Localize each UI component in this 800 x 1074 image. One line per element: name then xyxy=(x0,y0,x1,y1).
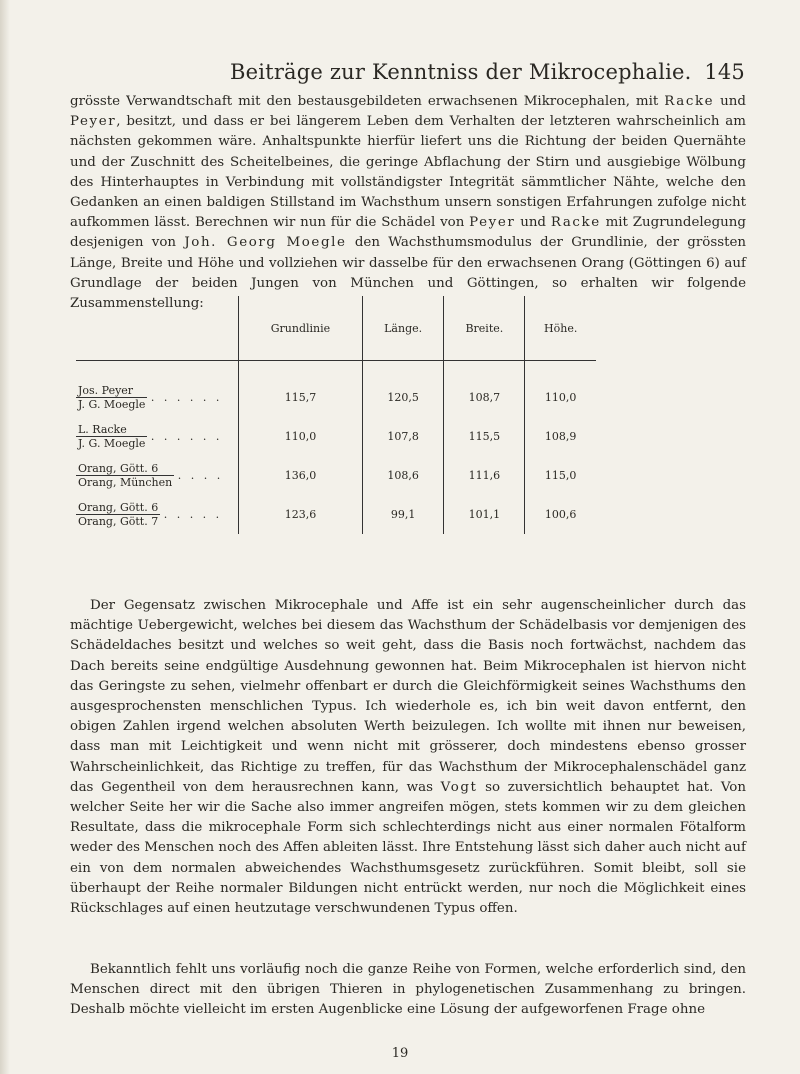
name-moegle: Joh. Georg Moegle xyxy=(184,235,347,251)
table-cell: 100,6 xyxy=(525,495,596,534)
page-number: 145 xyxy=(704,60,745,84)
data-table xyxy=(76,296,596,534)
ratio-label: $\frac{\text{Jos. Peyer}}{\text{J. G. Moegle}}$ xyxy=(78,384,146,411)
table-row xyxy=(76,361,596,418)
table-header-row xyxy=(76,296,596,361)
table-cell: 136,0 xyxy=(239,456,363,495)
signature-mark: 19 xyxy=(391,1046,409,1061)
table-row xyxy=(76,456,596,495)
table-cell: 108,9 xyxy=(525,417,596,456)
paragraph-2: Der Gegensatz zwischen Mikrocephale und Affe ist ein sehr augenscheinlicher durch das mächtige Uebergewicht, welches bei diesem das Wachsthum der Schädelbasis vor demjenigen des Schädeldaches besitzt und welches so weit geht, dass die Basis noch fortwächst, nachdem das Dach bereits seine endgültige Ausdehnung gewonnen hat. Beim Mikrocephalen ist hiervon nicht das Geringste zu sehen, vielmehr offenbart er durch die Gleichförmigkeit seines Wachsthums den ausgesprochensten menschlichen Typus. Ich wiederhole es, ich bin weit davon entfernt, den obigen Zahlen irgend welchen absoluten Werth beizulegen. Ich wollte mit ihnen nur beweisen, dass man mit Leichtigkeit und wenn nicht mit grösserer, doch mindestens ebenso grosser Wahrscheinlichkeit, das Richtige zu treffen, für das Wachsthum der Mikrocephalenschädel ganz das Gegentheil von dem herausrechnen kann, was Vogt so zuversichtlich behauptet hat. Von welcher Seite her wir die Sache also immer angreifen mögen, stets kommen wir zu dem gleichen Resultate, dass die mikrocephale Form sich schlechterdings nicht aus einer normalen Fötalform weder des Menschen noch des Affen ableiten lässt. Ihre Entstehung lässt sich daher auch nicht auf ein von dem normalen abweichendes Wachsthumsgesetz zurückführen. Somit bleibt, soll sie überhaupt der Reihe normaler Bildungen nicht entrückt werden, nur noch die Möglichkeit eines Rückschlages auf einen heutzutage verschwundenen Typus offen. xyxy=(70,598,746,917)
column-header: Höhe. xyxy=(525,296,596,361)
name-racke: Racke xyxy=(664,94,715,109)
table-cell: 99,1 xyxy=(362,495,443,534)
table-row xyxy=(76,417,596,456)
ratio-label: $\frac{\text{Orang, Gött. 6}}{\text{Orang, München}}$ xyxy=(78,462,173,489)
table-row xyxy=(76,495,596,534)
column-header: Länge. xyxy=(362,296,443,361)
row-label xyxy=(76,495,239,534)
table-cell: 115,0 xyxy=(525,456,596,495)
leader-dots: . . . . . . xyxy=(150,430,223,443)
paragraph-3: Bekanntlich fehlt uns vorläufig noch die ganze Reihe von Formen, welche erforderlich sind, den Menschen direct mit den übrigen Thieren in phylogenetischen Zusammenhang zu bringen. Deshalb möchte vielleicht im ersten Augenblicke eine Lösung der aufgeworfenen Frage ohne xyxy=(70,962,746,1018)
ratio-label: $\frac{\text{Orang, Gött. 6}}{\text{Orang, Gött. 7}}$ xyxy=(78,501,159,528)
table-cell: 108,6 xyxy=(362,456,443,495)
page-edge-shadow xyxy=(0,0,10,1074)
table-cell: 101,1 xyxy=(444,495,525,534)
column-header: Breite. xyxy=(444,296,525,361)
table-cell: 115,7 xyxy=(239,361,363,418)
row-header-blank xyxy=(76,296,239,361)
leader-dots: . . . . . . xyxy=(150,391,223,404)
leader-dots: . . . . . xyxy=(163,508,223,521)
leader-dots: . . . . xyxy=(177,469,224,482)
table-cell: 115,5 xyxy=(444,417,525,456)
table-cell: 120,5 xyxy=(362,361,443,418)
row-label xyxy=(76,361,239,418)
growth-modulus-table xyxy=(76,296,676,546)
name-vogt: Vogt xyxy=(440,779,478,795)
name-peyer: Peyer xyxy=(70,114,117,130)
paragraph-1: grösste Verwandtschaft mit den bestausgebildeten erwachsenen Mikrocephalen, mit Racke und Peyer, besitzt, und dass er bei längerem Leben dem Verhalten der letzteren wahrscheinlich am nächsten gekommen wäre. Anhaltspunkte hierfür liefert uns die Richtung der beiden Quernähte und der Zuschnitt des Scheitelbeines, die geringe Abflachung der Stirn und ausgiebige Wölbung des Hinterhauptes in Verbindung mit vollständigster Integrität sämmtlicher Nähte, welche den Gedanken an einen baldigen Stillstand im Wachsthum unsern sonstigen Erfahrungen zufolge nicht aufkommen lässt. Berechnen wir nun für die Schädel von Peyer und Racke mit Zugrundelegung desjenigen von Joh. Georg Moegle den Wachsthumsmodulus der Grundlinie, der grössten Länge, Breite und Höhe und vollziehen wir dasselbe für den erwachsenen Orang (Göttingen 6) auf Grundlage der beiden Jungen von München und Göttingen, so erhalten wir folgende Zusammenstellung: xyxy=(70,94,747,312)
table-cell: 108,7 xyxy=(444,361,525,418)
row-label xyxy=(76,456,239,495)
table-cell: 110,0 xyxy=(239,417,363,456)
table-cell: 107,8 xyxy=(362,417,443,456)
row-label xyxy=(76,417,239,456)
name-peyer: Peyer xyxy=(469,215,516,231)
table-cell: 123,6 xyxy=(239,495,363,534)
table-cell: 111,6 xyxy=(444,456,525,495)
running-title: Beiträge zur Kenntniss der Mikrocephalie. xyxy=(230,60,692,84)
ratio-label: $\frac{\text{L. Racke}}{\text{J. G. Moegle}}$ xyxy=(78,423,146,450)
table-cell: 110,0 xyxy=(525,361,596,418)
column-header: Grundlinie xyxy=(239,296,363,361)
name-racke: Racke xyxy=(550,215,601,231)
